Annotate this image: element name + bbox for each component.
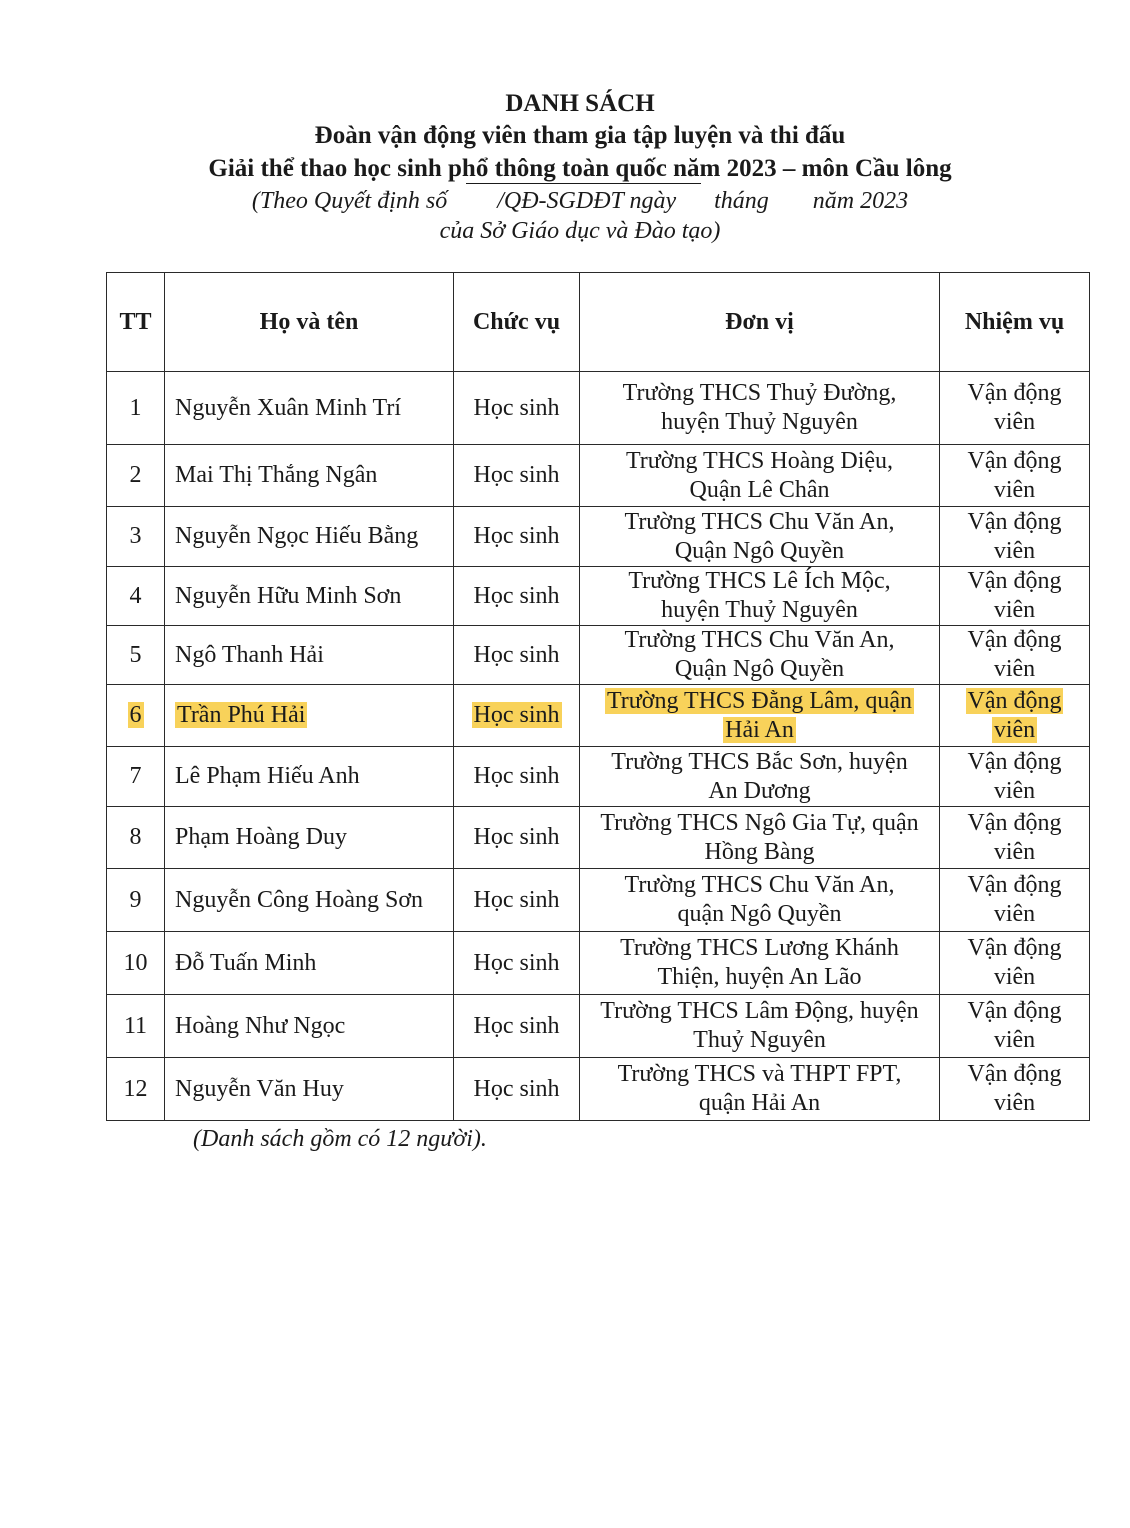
cell-unit [580, 507, 940, 567]
cell-name [165, 1058, 454, 1121]
unit-line-1: Trường THCS Lê Ích Mộc, [628, 568, 891, 594]
task-line-1: Vận động [967, 1061, 1062, 1087]
event-underline [466, 183, 701, 184]
cell-unit [580, 372, 940, 445]
unit-line-1: Trường THCS Chu Văn An, [624, 872, 895, 898]
row-number: 7 [129, 763, 142, 789]
decision-prefix: (Theo Quyết định số [251, 188, 448, 214]
cell-task [940, 932, 1090, 995]
cell-role [454, 1058, 580, 1121]
cell-unit [580, 869, 940, 932]
row-number: 6 [129, 702, 142, 728]
unit-line-1: Trường THCS và THPT FPT, [617, 1061, 902, 1087]
cell-tt [107, 932, 165, 995]
row-number: 2 [129, 462, 142, 488]
cell-role [454, 445, 580, 507]
cell-unit [580, 747, 940, 807]
decision-year: năm 2023 [812, 188, 909, 214]
unit-line-2: Quận Ngô Quyền [674, 537, 845, 564]
cell-unit [580, 1058, 940, 1121]
unit-line-1: Trường THCS Đằng Lâm, quận [606, 687, 913, 714]
task-line-1: Vận động [967, 380, 1062, 406]
student-role: Học sinh [473, 1012, 560, 1039]
cell-tt [107, 626, 165, 685]
row-number: 5 [129, 641, 142, 668]
cell-task [940, 869, 1090, 932]
event-title: Giải thể thao học sinh phổ thông toàn quốc năm 2023 – môn Cầu lông [208, 155, 952, 182]
cell-tt [107, 747, 165, 807]
cell-task [940, 1058, 1090, 1121]
student-role: Học sinh [473, 582, 560, 609]
table-row [107, 567, 1090, 626]
unit-line-2: quận Ngô Quyền [677, 901, 842, 927]
cell-task [940, 372, 1090, 445]
student-name: Nguyễn Xuân Minh Trí [175, 394, 402, 421]
cell-unit [580, 567, 940, 626]
cell-name [165, 685, 454, 747]
student-name: Lê Phạm Hiếu Anh [175, 763, 360, 789]
task-line-1: Vận động [967, 872, 1062, 898]
student-name: Đỗ Tuấn Minh [175, 949, 317, 976]
student-name: Hoàng Như Ngọc [175, 1012, 346, 1039]
unit-line-2: huyện Thuỷ Nguyên [661, 409, 858, 435]
cell-tt [107, 807, 165, 869]
table-row [107, 1058, 1090, 1121]
cell-unit [580, 932, 940, 995]
table-row [107, 807, 1090, 869]
unit-line-2: Thuỷ Nguyên [693, 1027, 826, 1053]
cell-name [165, 445, 454, 507]
row-number: 1 [129, 394, 142, 421]
task-line-1: Vận động [967, 508, 1062, 535]
event-line [0, 152, 1130, 186]
cell-task [940, 626, 1090, 685]
student-role: Học sinh [473, 886, 560, 913]
cell-unit [580, 445, 940, 507]
unit-line-2: quận Hải An [698, 1090, 821, 1116]
cell-task [940, 995, 1090, 1058]
unit-line-2: An Dương [708, 777, 811, 804]
cell-task [940, 445, 1090, 507]
task-line-2: viên [993, 409, 1036, 435]
table-row [107, 445, 1090, 507]
table-row [107, 507, 1090, 567]
table-row [107, 869, 1090, 932]
cell-name [165, 567, 454, 626]
student-role: Học sinh [473, 702, 560, 728]
row-number: 4 [129, 582, 142, 609]
row-number: 11 [123, 1012, 148, 1039]
cell-name [165, 626, 454, 685]
cell-tt [107, 685, 165, 747]
roster-body [107, 372, 1090, 1121]
cell-tt [107, 445, 165, 507]
student-role: Học sinh [473, 394, 560, 421]
student-role: Học sinh [473, 1075, 560, 1102]
task-line-2: viên [993, 777, 1036, 804]
unit-line-1: Trường THCS Thuỷ Đường, [622, 380, 897, 406]
task-line-1: Vận động [967, 809, 1062, 836]
unit-line-1: Trường THCS Lâm Động, huyện [600, 998, 919, 1024]
cell-name [165, 807, 454, 869]
cell-unit [580, 807, 940, 869]
student-role: Học sinh [473, 462, 560, 488]
cell-tt [107, 372, 165, 445]
decision-code: /QĐ-SGDĐT ngày [497, 188, 677, 214]
cell-task [940, 567, 1090, 626]
cell-unit [580, 626, 940, 685]
cell-task [940, 507, 1090, 567]
task-line-2: viên [993, 476, 1036, 503]
cell-role [454, 807, 580, 869]
cell-name [165, 869, 454, 932]
column-header-name: Họ và tên [165, 273, 454, 372]
cell-tt [107, 1058, 165, 1121]
task-line-2: viên [993, 964, 1036, 990]
cell-role [454, 567, 580, 626]
cell-name [165, 507, 454, 567]
unit-line-2: Quận Lê Chân [689, 476, 830, 503]
task-line-2: viên [993, 838, 1036, 865]
cell-tt [107, 567, 165, 626]
task-line-1: Vận động [967, 627, 1062, 653]
cell-tt [107, 869, 165, 932]
task-line-1: Vận động [967, 568, 1062, 594]
task-line-2: viên [993, 901, 1036, 927]
student-name: Nguyễn Công Hoàng Sơn [175, 886, 424, 913]
table-row [107, 995, 1090, 1058]
unit-line-2: Hồng Bàng [704, 838, 815, 865]
cell-tt [107, 995, 165, 1058]
column-header-task: Nhiệm vụ [940, 273, 1090, 372]
cell-unit [580, 685, 940, 747]
task-line-2: viên [993, 597, 1036, 623]
cell-role [454, 932, 580, 995]
document-header [0, 88, 1130, 246]
unit-line-2: Thiện, huyện An Lão [657, 964, 862, 990]
unit-line-1: Trường THCS Bắc Sơn, huyện [611, 748, 908, 775]
unit-line-2: Quận Ngô Quyền [674, 656, 845, 682]
unit-line-1: Trường THCS Hoàng Diệu, [625, 447, 894, 474]
cell-name [165, 932, 454, 995]
task-line-1: Vận động [967, 935, 1062, 961]
cell-role [454, 995, 580, 1058]
row-number: 3 [129, 523, 142, 549]
student-name: Nguyễn Hữu Minh Sơn [175, 582, 402, 609]
cell-name [165, 995, 454, 1058]
cell-role [454, 869, 580, 932]
cell-task [940, 685, 1090, 747]
table-row [107, 685, 1090, 747]
student-role: Học sinh [473, 824, 560, 850]
table-header-row [107, 273, 1090, 372]
student-name: Trần Phú Hải [177, 702, 306, 728]
student-role: Học sinh [473, 949, 560, 976]
table-row [107, 626, 1090, 685]
table-row [107, 747, 1090, 807]
document-title: DANH SÁCH [505, 90, 655, 117]
column-header-tt: TT [107, 273, 165, 372]
cell-role [454, 372, 580, 445]
decision-line [0, 186, 1130, 216]
task-line-2: viên [993, 656, 1036, 682]
task-line-1: Vận động [967, 447, 1062, 474]
cell-role [454, 626, 580, 685]
task-line-2: viên [993, 537, 1036, 564]
column-header-role: Chức vụ [454, 273, 580, 372]
task-line-1: Vận động [967, 748, 1062, 775]
task-line-1: Vận động [967, 687, 1062, 714]
task-line-2: viên [993, 716, 1036, 743]
unit-line-1: Trường THCS Lương Khánh [620, 935, 899, 961]
cell-unit [580, 995, 940, 1058]
unit-line-1: Trường THCS Ngô Gia Tự, quận [600, 809, 919, 836]
decision-month: tháng [714, 188, 769, 214]
task-line-2: viên [993, 1027, 1036, 1053]
cell-name [165, 747, 454, 807]
row-number: 8 [129, 824, 142, 850]
student-name: Ngô Thanh Hải [175, 641, 324, 668]
cell-task [940, 747, 1090, 807]
column-header-unit: Đơn vị [580, 273, 940, 372]
student-role: Học sinh [473, 763, 560, 789]
cell-task [940, 807, 1090, 869]
decision-issuer: của Sở Giáo dục và Đào tạo) [439, 218, 721, 244]
cell-role [454, 685, 580, 747]
unit-line-1: Trường THCS Chu Văn An, [624, 627, 895, 653]
cell-role [454, 507, 580, 567]
list-count-note: (Danh sách gồm có 12 người). [193, 1126, 487, 1152]
row-number: 9 [129, 886, 142, 913]
student-name: Nguyễn Ngọc Hiếu Bằng [175, 523, 419, 549]
unit-line-2: Hải An [725, 716, 794, 743]
task-line-1: Vận động [967, 998, 1062, 1024]
table-row [107, 932, 1090, 995]
unit-line-1: Trường THCS Chu Văn An, [624, 508, 895, 535]
document-subtitle: Đoàn vận động viên tham gia tập luyện và thi đấu [314, 122, 846, 149]
table-row [107, 372, 1090, 445]
roster-table [106, 272, 1090, 1121]
row-number: 12 [123, 1075, 148, 1102]
row-number: 10 [123, 949, 148, 976]
unit-line-2: huyện Thuỷ Nguyên [661, 597, 858, 623]
task-line-2: viên [993, 1090, 1036, 1116]
cell-name [165, 372, 454, 445]
student-role: Học sinh [473, 641, 560, 668]
student-name: Nguyễn Văn Huy [175, 1075, 344, 1102]
cell-tt [107, 507, 165, 567]
student-role: Học sinh [473, 523, 560, 549]
cell-role [454, 747, 580, 807]
student-name: Phạm Hoàng Duy [175, 824, 347, 850]
student-name: Mai Thị Thắng Ngân [175, 462, 378, 488]
